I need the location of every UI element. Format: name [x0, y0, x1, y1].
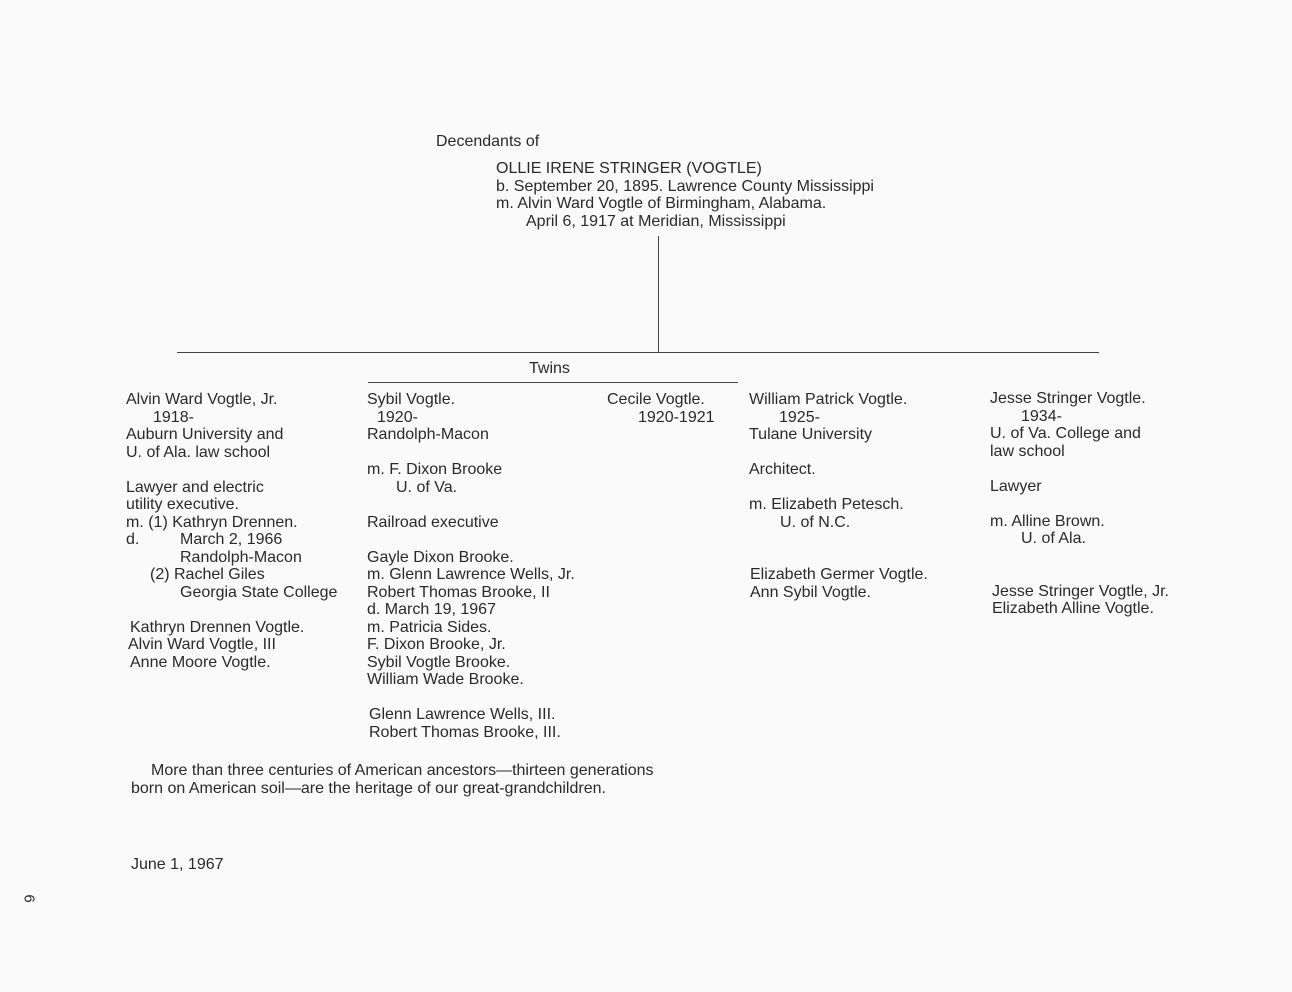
spouse-school: U. of Va.	[396, 478, 458, 496]
child-education: Tulane University	[749, 426, 873, 443]
header-title: Decendants of	[436, 133, 540, 150]
grandchild-spouse: m. Patricia Sides.	[367, 618, 492, 636]
tree-branch-line	[177, 352, 1099, 353]
spouse-school: U. of N.C.	[780, 513, 851, 531]
grandchild: Gayle Dixon Brooke.	[367, 548, 514, 566]
child-name: William Patrick Vogtle.	[749, 391, 908, 408]
grandchild: Robert Thomas Brooke, II	[367, 583, 550, 601]
death-marker: d.	[126, 531, 140, 548]
grandchild: Ann Sybil Vogtle.	[750, 583, 871, 601]
child-name: Alvin Ward Vogtle, Jr.	[126, 391, 278, 408]
child-occupation: Architect.	[749, 461, 816, 478]
document-date: June 1, 1967	[131, 856, 224, 873]
heritage-note	[131, 762, 654, 797]
child-years: 1918-	[153, 408, 194, 426]
spouse-death	[126, 531, 337, 549]
child-occupation: Railroad executive	[367, 513, 499, 531]
child-years: 1925-	[779, 408, 820, 426]
child-name: Cecile Vogtle.	[607, 391, 705, 408]
grandchild-spouse: m. Glenn Lawrence Wells, Jr.	[367, 566, 575, 583]
child-education: Randolph-Macon	[367, 426, 489, 443]
grandchild: F. Dixon Brooke, Jr.	[367, 636, 506, 653]
child-education: law school	[990, 442, 1065, 460]
grandchild: Sybil Vogtle Brooke.	[367, 653, 511, 671]
ancestor-birth: b. September 20, 1895. Lawrence County Mississippi	[496, 177, 874, 195]
child-column-jesse	[990, 390, 1169, 618]
ancestor-marriage-date: April 6, 1917 at Meridian, Mississippi	[526, 212, 786, 230]
twins-bracket-line	[368, 382, 738, 383]
child-years: 1920-	[377, 408, 418, 426]
child-education: Auburn University and	[126, 426, 284, 443]
spouse: m. Alline Brown.	[990, 512, 1105, 530]
grandchild: Elizabeth Alline Vogtle.	[992, 600, 1154, 617]
ancestor-name: OLLIE IRENE STRINGER (VOGTLE)	[496, 160, 762, 177]
child-column-william	[749, 391, 928, 601]
child-column-sybil	[367, 391, 575, 741]
death-date: March 2, 1966	[180, 531, 283, 548]
spouse: m. F. Dixon Brooke	[367, 461, 503, 478]
grandchild: Alvin Ward Vogtle, III	[128, 636, 276, 653]
child-years: 1920-1921	[638, 408, 715, 426]
spouse-second-school: Georgia State College	[180, 583, 338, 601]
grandchild: Kathryn Drennen Vogtle.	[130, 618, 305, 636]
heritage-line: born on American soil—are the heritage of our great-grandchildren.	[131, 779, 606, 797]
child-occupation: Lawyer	[990, 477, 1042, 495]
great-grandchild: Robert Thomas Brooke, III.	[369, 723, 561, 741]
grandchild: Anne Moore Vogtle.	[130, 653, 271, 671]
twins-label: Twins	[529, 360, 570, 377]
child-years: 1934-	[1021, 407, 1062, 425]
tree-trunk-line	[658, 236, 659, 353]
grandchild-death: d. March 19, 1967	[367, 601, 496, 618]
grandchild: Elizabeth Germer Vogtle.	[750, 566, 928, 583]
child-education: U. of Ala. law school	[126, 443, 271, 461]
ancestor-block	[496, 160, 874, 230]
child-occupation: Lawyer and electric	[126, 478, 264, 496]
child-occupation: utility executive.	[126, 496, 239, 513]
heritage-line: More than three centuries of American ancestors—thirteen generations	[151, 762, 654, 779]
great-grandchild: Glenn Lawrence Wells, III.	[369, 706, 556, 723]
spouse-second: (2) Rachel Giles	[150, 566, 265, 583]
child-column-alvin	[126, 391, 337, 671]
grandchild: Jesse Stringer Vogtle, Jr.	[992, 582, 1169, 600]
child-education: U. of Va. College and	[990, 425, 1141, 442]
grandchild: William Wade Brooke.	[367, 671, 524, 688]
page-number: 6	[20, 894, 38, 903]
spouse-first-school: Randolph-Macon	[180, 548, 302, 566]
spouse-school: U. of Ala.	[1021, 530, 1086, 547]
child-name: Jesse Stringer Vogtle.	[990, 390, 1146, 407]
ancestor-marriage: m. Alvin Ward Vogtle of Birmingham, Alabama.	[496, 195, 827, 212]
child-column-cecile	[607, 391, 715, 426]
spouse: m. Elizabeth Petesch.	[749, 496, 904, 513]
spouse-first: m. (1) Kathryn Drennen.	[126, 513, 298, 531]
child-name: Sybil Vogtle.	[367, 391, 456, 408]
